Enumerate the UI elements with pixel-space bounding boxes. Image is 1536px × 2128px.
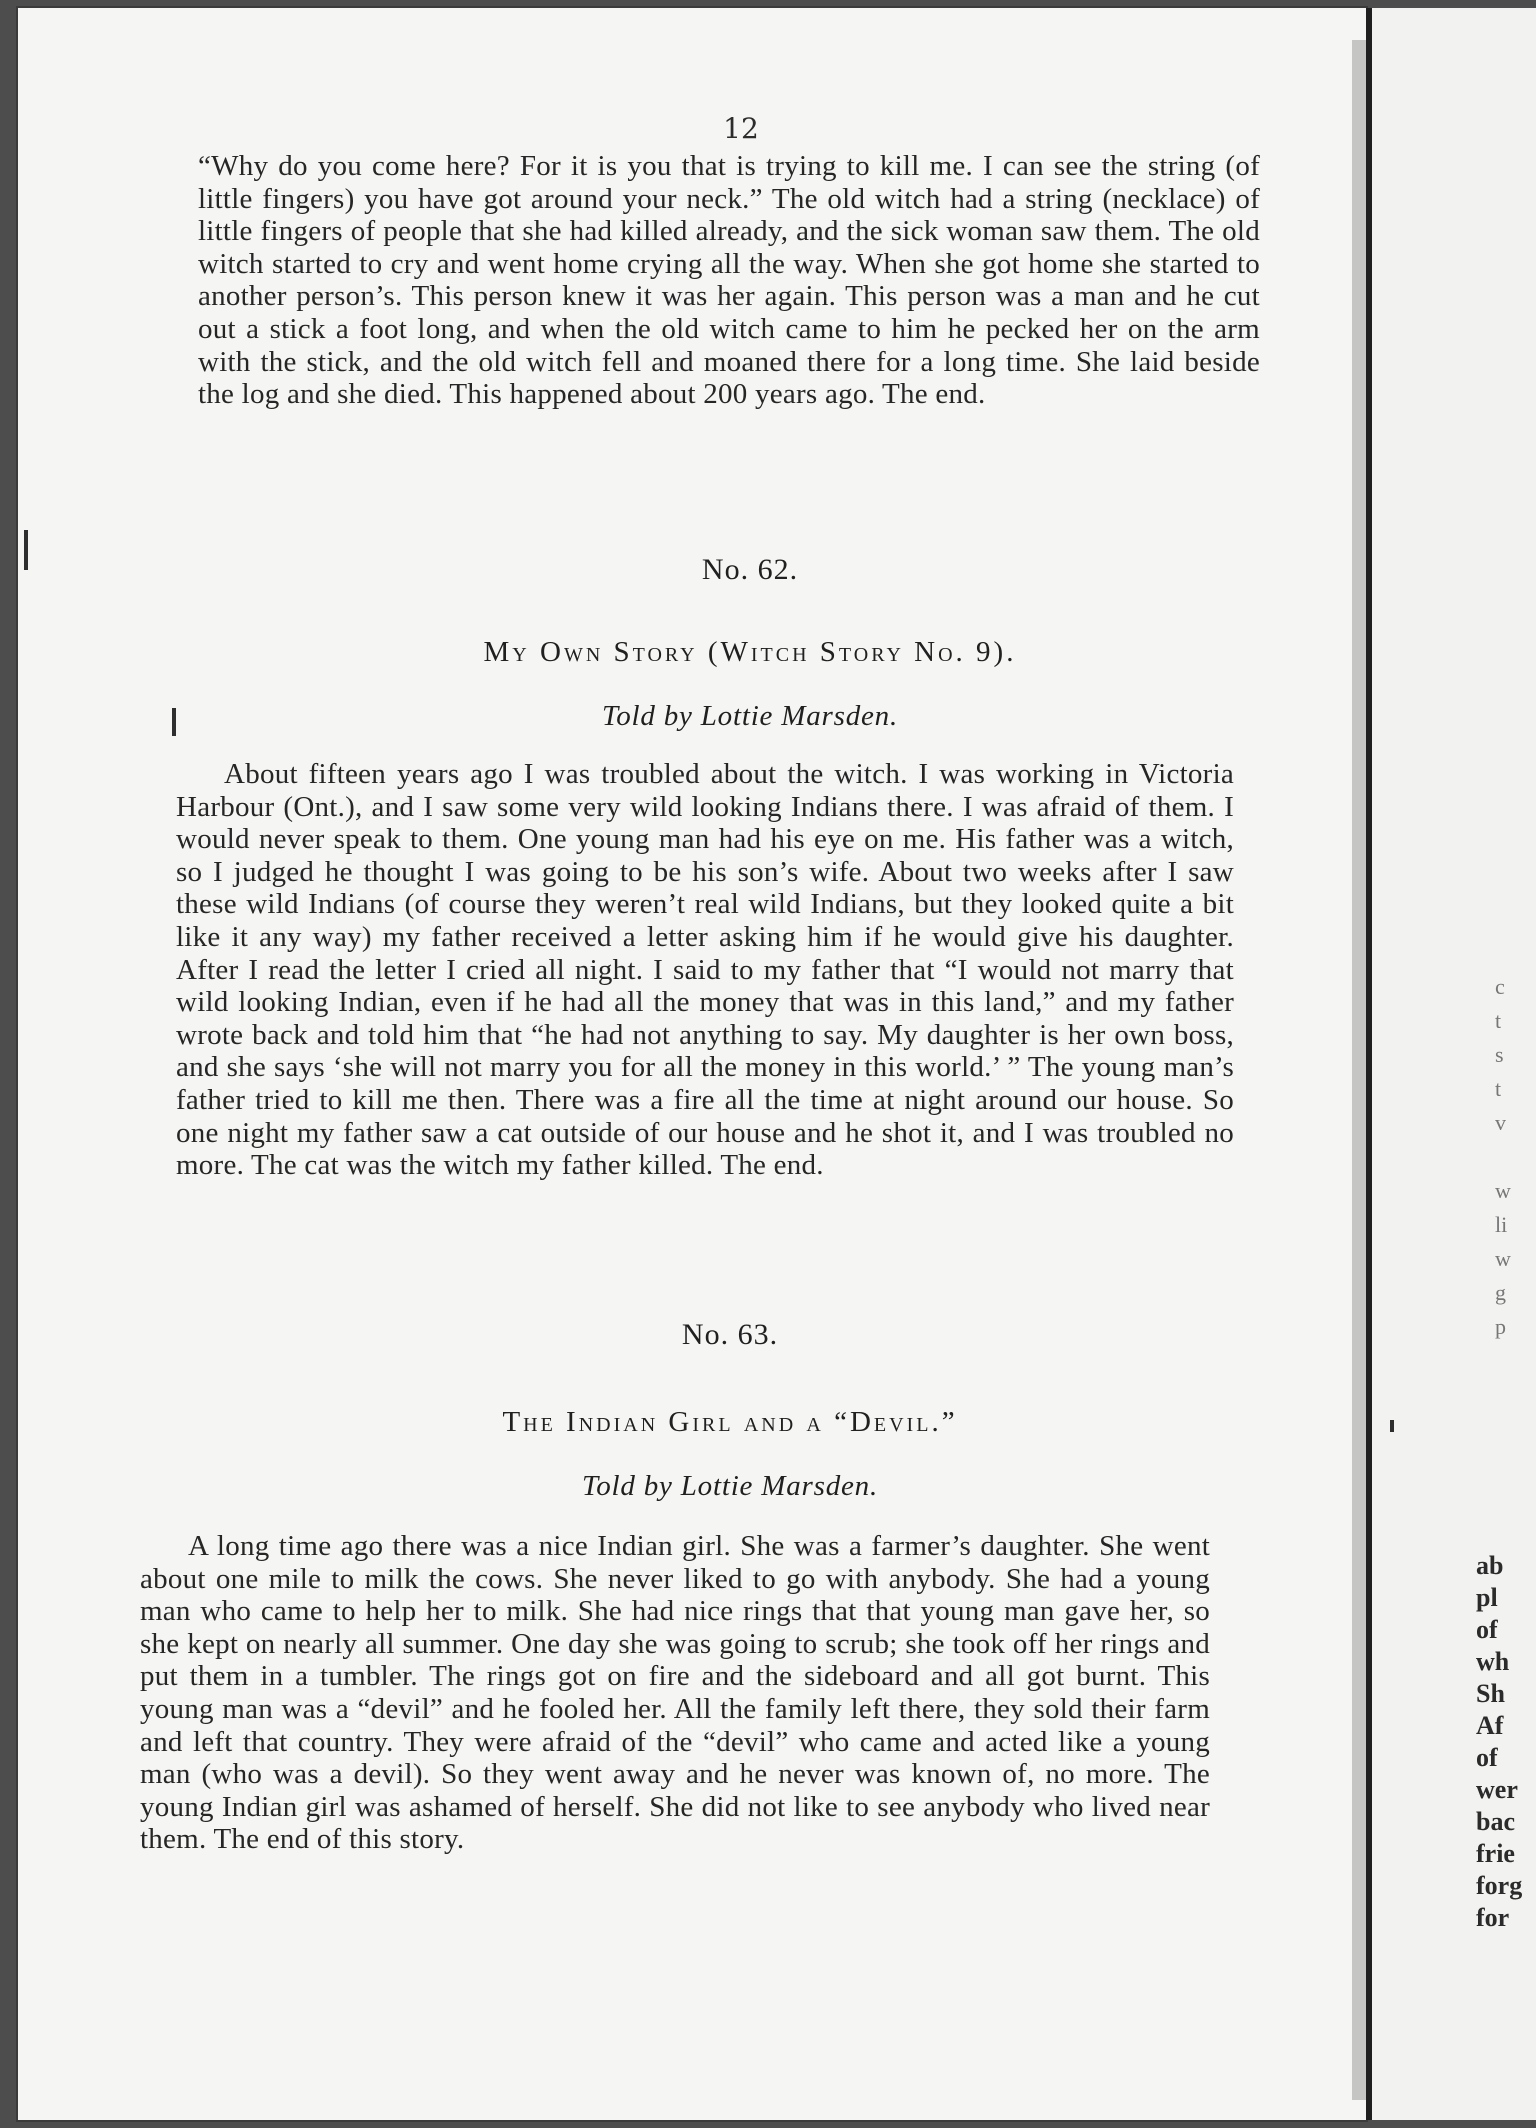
facing-page-lower-fragments (1476, 1550, 1536, 1934)
facing-page-upper-fragments (1495, 970, 1535, 1344)
fragment: for (1476, 1903, 1510, 1932)
fragment: g (1495, 1280, 1506, 1305)
fragment: w (1495, 1178, 1511, 1203)
page-number: 12 (723, 112, 759, 145)
fragment: t (1495, 1076, 1502, 1101)
story-63-number: No. 63. (681, 1318, 779, 1351)
fragment: frie (1476, 1839, 1515, 1868)
fragment: of (1476, 1615, 1498, 1644)
fragment: forg (1476, 1871, 1523, 1900)
edge-mark (24, 530, 28, 570)
fragment: c (1495, 974, 1505, 999)
edge-mark (172, 708, 176, 736)
story-63-teller: Told by Lottie Marsden. (581, 1470, 879, 1502)
story-62-title: My Own Story (Witch Story No. 9). (483, 636, 1017, 668)
fragment: w (1495, 1246, 1511, 1271)
fragment (1495, 1140, 1535, 1174)
story-62-text: About fifteen years ago I was troubled about the witch. I was working in Victoria Harbour (Ont.), and I saw some very wild looking Indians there. I was afraid of them. I would never speak to them. One young man had his eye on me. His father was a witch, so I judged he thought I was going to be his son’s wife. About two weeks after I saw these wild Indians (of course they weren’t real wild Indians, but they looked quite a bit like it any way) my father received a letter asking him if he would give his daughter. After I read the letter I cried all night. I said to my father that “I would not marry that wild looking Indian, even if he had all the money that was in this land,” and my father wrote back and told him that “he had not anything to say. My daughter is her own boss, and she says ‘she will not marry you for all the money in this world.’ ” The young man’s father tried to kill me then. There was a fire all the time at night around our house. So one night my father saw a cat outside of our house and he shot it, and I was troubled no more. The cat was the witch my father killed. The end. (176, 758, 1234, 1182)
fragment: t (1495, 1008, 1502, 1033)
fragment: wh (1476, 1647, 1510, 1676)
story-62-teller: Told by Lottie Marsden. (601, 700, 899, 732)
story-63-text: A long time ago there was a nice Indian girl. She was a farmer’s daughter. She went about one mile to milk the cows. She never liked to go with anybody. She had a young man who came to help her to milk. She had nice rings that that young man gave her, so she kept on nearly all summer. One day she was going to scrub; she took off her rings and put them in a tumbler. The rings got on fire and the sideboard and all got burnt. This young man was a “devil” and he fooled her. All the family left there, they sold their farm and left that country. They were afraid of the “devil” who came and acted like a young man (who was a devil). So they went away and he never was known of, no more. The young Indian girl was ashamed of herself. She did not like to see anybody who lived near them. The end of this story. (140, 1530, 1210, 1856)
fragment: p (1495, 1314, 1506, 1339)
fragment: v (1495, 1110, 1506, 1135)
fragment: pl (1476, 1583, 1498, 1612)
fragment: li (1495, 1212, 1508, 1237)
story-62-number: No. 62. (701, 553, 799, 586)
fragment: wer (1476, 1775, 1518, 1804)
continued-paragraph: “Why do you come here? For it is you that is trying to kill me. I can see the string (of little fingers) you have got around your neck.” The old witch had a string (necklace) of little fingers of people that she had killed already, and the sick woman saw them. The old witch started to cry and went home crying all the way. When she got home she started to another person’s. This person knew it was her again. This person was a man and he cut out a stick a foot long, and when the old witch came to him he pecked her on the arm with the stick, and the old witch fell and moaned there for a long time. She laid beside the log and she died. This happened about 200 years ago. The end. (198, 150, 1260, 411)
fragment: Sh (1476, 1679, 1505, 1708)
fragment: of (1476, 1743, 1498, 1772)
fragment: bac (1476, 1807, 1515, 1836)
fragment: ab (1476, 1551, 1504, 1580)
fragment: Af (1476, 1711, 1504, 1740)
story-63-title: The Indian Girl and a “Devil.” (502, 1406, 958, 1438)
edge-mark (1390, 1420, 1394, 1432)
fragment: s (1495, 1042, 1504, 1067)
